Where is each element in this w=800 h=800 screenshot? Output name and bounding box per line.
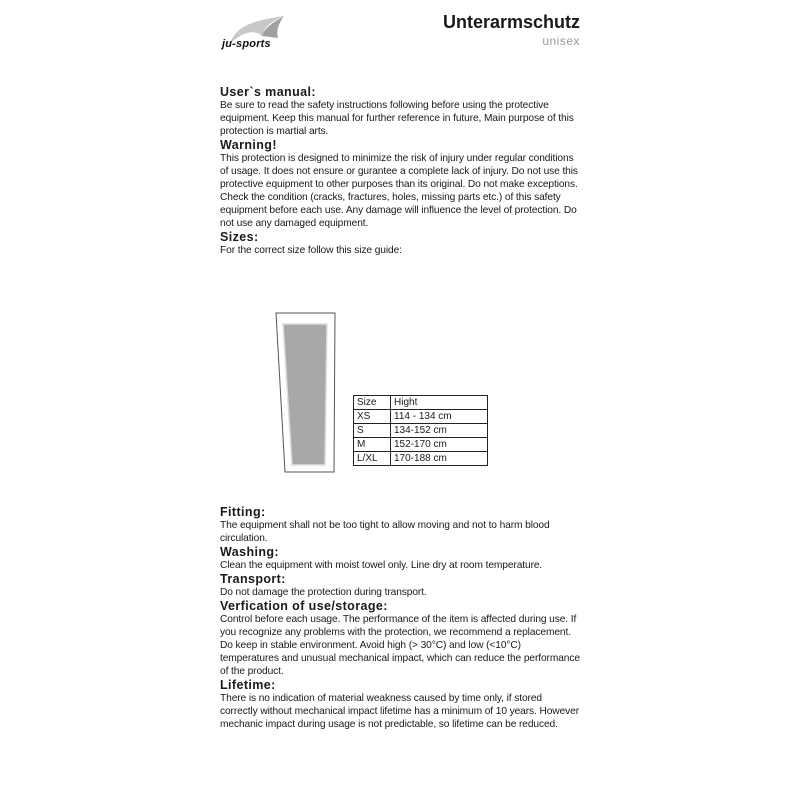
users-manual-text: Be sure to read the safety instructions following before using the protective equipment. Keep this manual for further reference in future, Main purpose of this protection is martial arts. bbox=[220, 100, 574, 137]
sizes-heading: Sizes: bbox=[220, 230, 259, 244]
verification-text: Control before each usage. The performance of the item is affected during use. If you recognize any problems with the protection, we recommend a replacement. Do keep in stable environment. Avoid high (> 30°C) and low (<10°C) temperatures and unusual mechanical impact, which can reduce the performance of the product. bbox=[220, 614, 580, 677]
transport-text: Do not damage the protection during transport. bbox=[220, 587, 427, 598]
size-table bbox=[353, 395, 488, 466]
size-cell: M bbox=[354, 438, 391, 452]
size-cell: S bbox=[354, 424, 391, 438]
verification-heading: Verfication of use/storage: bbox=[220, 599, 388, 613]
manual-bottom-section bbox=[220, 505, 582, 731]
height-cell: 170-188 cm bbox=[391, 452, 488, 466]
sizes-text: For the correct size follow this size guide: bbox=[220, 245, 402, 256]
manual-top-section bbox=[220, 85, 582, 257]
table-header-row bbox=[354, 396, 488, 410]
table-header-height: Hight bbox=[391, 396, 488, 410]
height-cell: 114 - 134 cm bbox=[391, 410, 488, 424]
height-cell: 134-152 cm bbox=[391, 424, 488, 438]
height-cell: 152-170 cm bbox=[391, 438, 488, 452]
size-cell: XS bbox=[354, 410, 391, 424]
transport-heading: Transport: bbox=[220, 572, 286, 586]
table-row bbox=[354, 438, 488, 452]
product-title: Unterarmschutz bbox=[442, 12, 580, 32]
lifetime-heading: Lifetime: bbox=[220, 678, 276, 692]
warning-heading: Warning! bbox=[220, 138, 277, 152]
brand-logo bbox=[218, 14, 298, 58]
table-header-size: Size bbox=[354, 396, 391, 410]
washing-text: Clean the equipment with moist towel only. Line dry at room temperature. bbox=[220, 560, 543, 571]
fitting-heading: Fitting: bbox=[220, 505, 266, 519]
fitting-text: The equipment shall not be too tight to allow moving and not to harm blood circulation. bbox=[220, 520, 550, 544]
users-manual-heading: User`s manual: bbox=[220, 85, 316, 99]
product-subtitle: unisex bbox=[542, 34, 580, 48]
washing-heading: Washing: bbox=[220, 545, 279, 559]
logo-text: ju-sports bbox=[222, 38, 271, 50]
ju-sports-swoosh-logo-icon bbox=[218, 14, 298, 58]
table-row bbox=[354, 452, 488, 466]
table-row bbox=[354, 424, 488, 438]
lifetime-text: There is no indication of material weakness caused by time only, if stored correctly without mechanical impact lifetime has a minimum of 10 years. However mechanic impact during usage is not predictable, so lifetime can be reduced. bbox=[220, 693, 579, 730]
size-cell: L/XL bbox=[354, 452, 391, 466]
table-row bbox=[354, 410, 488, 424]
warning-text: This protection is designed to minimize the risk of injury under regular conditions of usage. It does not ensure or gurantee a complete lack of injury. Do not use this protective equipment to other purposes than its original. Do not make exceptions. Check the condition (cracks, fractures, holes, missing parts etc.) of this safety equipment before each use. Any damage will influence the level of protection. Do not use any damaged equipment. bbox=[220, 153, 578, 229]
